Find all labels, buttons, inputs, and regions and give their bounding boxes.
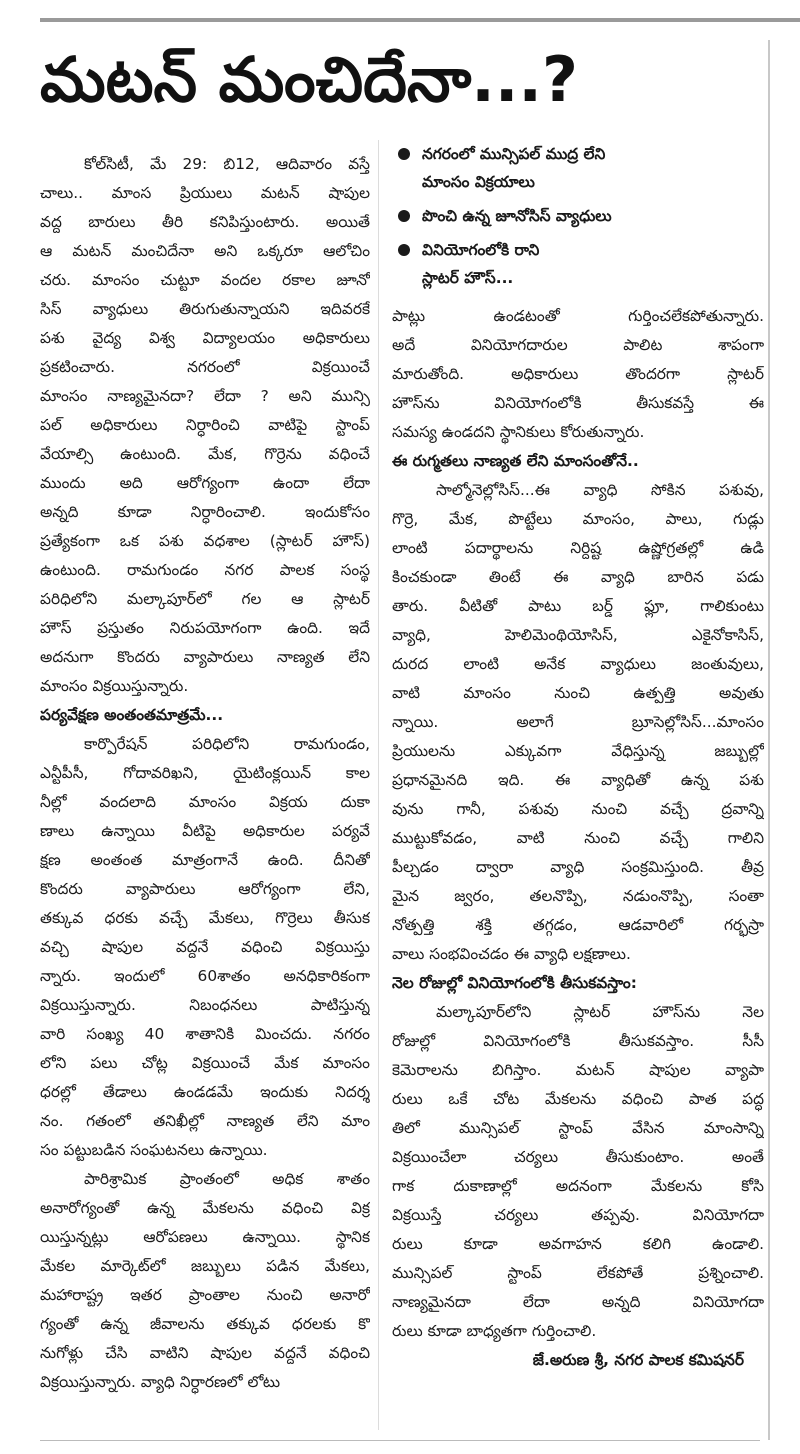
text-line: పీల్చడం ద్వారా వ్యాధి సంక్రమిస్తుంది. తీవ్ర — [392, 858, 764, 876]
highlight-text — [422, 202, 612, 230]
text-line: మున్సిపల్ స్టాంప్ లేకపోతే ప్రశ్నించాలి. — [392, 1264, 764, 1282]
text-line: ఎన్టీపీసీ, గోదావరిఖని, యైటింక్లయిన్ కాల — [40, 764, 370, 782]
text-line: ప్రధానమైనది ఇది. ఈ వ్యాధితో ఉన్న పశు — [392, 771, 764, 789]
article-headline: మటన్ మంచిదేనా...? — [40, 43, 578, 116]
text-line: వారి సంఖ్య 40 శాతానికి మించదు. నగరం — [40, 1025, 370, 1043]
highlight-text — [422, 236, 539, 292]
text-line: గొర్రె, మేక, పొట్టేలు మాంసం, పాలు, గుడ్లు — [392, 510, 764, 528]
text-line: కించకుండా తింటే ఈ వ్యాధి బారిన పడు — [392, 568, 764, 586]
highlight-line: వినియోగంలోకి రాని — [422, 241, 540, 259]
highlight-text — [422, 140, 605, 196]
text-line: వాలు సంభవించడం ఈ వ్యాధి లక్షణాలు. — [392, 945, 631, 963]
text-line: విక్రయించేలా చర్యలు తీసుకుంటాం. అంతే — [392, 1148, 764, 1166]
text-line: గాక దుకాణాల్లో అదనంగా మేకలను కోసి — [392, 1177, 764, 1195]
bullet-icon — [398, 148, 410, 160]
text-line: నాణ్యమైనదా లేదా అన్నది వినియోగదా — [392, 1293, 764, 1311]
text-line: వద్ద బారులు తీరి కనిపిస్తుంటారు. అయితే — [40, 213, 370, 231]
text-line: హౌస్‌ను వినియోగంలోకి తీసుకవస్తే ఈ — [392, 394, 764, 412]
text-line: ణాలు ఉన్నాయి వీటిపై అధికారుల పర్యవే — [40, 822, 370, 840]
text-line: కార్పొరేషన్ పరిధిలోని రామగుండం, — [84, 735, 370, 753]
text-line: మల్కాపూర్‌లోని స్లాటర్ హౌస్‌ను నెల — [436, 1003, 764, 1021]
text-line: విక్రయిస్తే చర్యలు తప్పవు. వినియోగదా — [392, 1206, 764, 1224]
text-line: మహారాష్ట్ర ఇతర ప్రాంతాల నుంచి అనారో — [40, 1286, 370, 1304]
bullet-icon — [398, 210, 410, 222]
text-line: నం. గతంలో తనిఖీల్లో నాణ్యత లేని మాం — [40, 1112, 370, 1130]
signature: జే.అరుణ శ్రీ, నగర పాలక కమిషనర్ — [532, 1351, 744, 1369]
subhead-commissioner: నెల రోజుల్లో వినియోగంలోకి తీసుకవస్తాం: — [392, 974, 637, 992]
text-line: చరు. మాంసం చుట్టూ వందల రకాల జూనో — [40, 271, 370, 289]
text-line: ఉంటుంది. రామగుండం నగర పాలక సంస్థ — [40, 561, 370, 579]
highlight-item — [392, 140, 764, 196]
text-line: వును గానీ, పశువు నుంచి వచ్చే ద్రవాన్ని — [392, 800, 764, 818]
text-line: అన్నది కూడా నిర్ధారించాలి. ఇందుకోసం — [40, 503, 370, 521]
highlight-item — [392, 202, 764, 230]
text-line: వేయాల్సి ఉంటుంది. మేక, గొర్రెను వధించే — [40, 445, 370, 463]
text-line: సాల్మోనెల్లోసిస్...ఈ వ్యాధి సోకిన పశువు, — [436, 481, 764, 499]
text-line: నుగోళ్లు చేసి వాటిని షాపుల వద్దనే వధించి — [40, 1344, 370, 1362]
text-line: చాలు.. మాంస ప్రియులు మటన్ షాపుల — [40, 184, 370, 202]
text-line: రోజుల్లో వినియోగంలోకి తీసుకవస్తాం. సీసీ — [392, 1032, 764, 1050]
right-para-3 — [392, 998, 764, 1346]
text-line: రులు కూడా బాధ్యతగా గుర్తించాలి. — [392, 1322, 597, 1340]
text-line: పశు వైద్య విశ్వ విద్యాలయం అధికారులు — [40, 329, 370, 347]
text-line: కోల్‌సిటీ, మే 29: బి12, ఆదివారం వస్తే — [84, 155, 370, 173]
text-line: కొందరు వ్యాపారులు ఆరోగ్యంగా లేని, — [40, 880, 370, 898]
text-line: విక్రయిస్తున్నారు. వ్యాధి నిర్ధారణలో లోటు — [40, 1373, 281, 1391]
text-line: క్షణ అంతంత మాత్రంగానే ఉంది. దీనితో — [40, 851, 370, 869]
text-line: హౌస్ ప్రస్తుతం నిరుపయోగంగా ఉంది. ఇదే — [40, 619, 370, 637]
text-line: తక్కువ ధరకు వచ్చే మేకలు, గొర్రెలు తీసుక — [40, 909, 370, 927]
subhead-supervision: పర్యవేక్షణ అంతంతమాత్రమే... — [40, 706, 224, 724]
highlight-line: స్లాటర్ హౌస్... — [422, 269, 514, 287]
highlights-box — [392, 140, 764, 292]
text-line: సం పట్టుబడిన సంఘటనలు ఉన్నాయి. — [40, 1141, 268, 1159]
text-line: లాంటి పదార్థాలను నిర్దిష్ట ఉష్ణోగ్రతల్లో ఉడి — [392, 539, 764, 557]
text-line: మేకల మార్కెట్‌లో జబ్బులు పడిన మేకలు, — [40, 1257, 370, 1275]
text-line: తిలో మున్సిపల్ స్టాంప్ వేసిన మాంసాన్ని — [392, 1119, 764, 1137]
text-line: సిస్ వ్యాధులు తిరుగుతున్నాయని ఇదివరకే — [40, 300, 370, 318]
text-line: రులు కూడా అవగాహన కలిగి ఉండాలి. — [392, 1235, 764, 1253]
highlight-item — [392, 236, 764, 292]
top-rule — [40, 18, 800, 22]
text-line: అదే వినియోగదారుల పాలిట శాపంగా — [392, 336, 764, 354]
text-line: కెమెరాలను బిగిస్తాం. మటన్ షాపుల వ్యాపా — [392, 1061, 764, 1079]
text-line: న్నాయి. అలాగే బ్రూసెల్లోసిస్...మాంసం — [392, 713, 764, 731]
text-line: మాంసం నాణ్యమైనదా? లేదా ? అని మున్సి — [40, 387, 370, 405]
highlight-line: పొంచి ఉన్న జూనోసిస్ వ్యాధులు — [422, 207, 612, 225]
left-para-3 — [40, 1165, 370, 1397]
text-line: నీల్లో వందలాది మాంసం విక్రయ దుకా — [40, 793, 370, 811]
text-line: వచ్చి షాపుల వద్దనే వధించి విక్రయిస్తు — [40, 938, 370, 956]
text-line: ప్రత్యేకంగా ఒక పశు వధశాల (స్లాటర్ హౌస్) — [40, 532, 370, 550]
text-line: పల్ అధికారులు నిర్ధారించి వాటిపై స్టాంప్ — [40, 416, 370, 434]
left-para-2 — [40, 730, 370, 1165]
text-line: దురద లాంటి అనేక వ్యాధులు జంతువులు, — [392, 655, 764, 673]
highlight-line: మాంసం విక్రయాలు — [422, 173, 535, 191]
text-line: ప్రకటించారు. నగరంలో విక్రయించే — [40, 358, 370, 376]
text-line: గ్యంతో ఉన్న జీవాలను తక్కువ ధరలకు కొ — [40, 1315, 370, 1333]
text-line: వ్యాధి, హెలిమెంథియోసిస్, ఎకైనోకాసిస్, — [392, 626, 764, 644]
bullet-icon — [398, 244, 410, 256]
text-line: న్నారు. ఇందులో 60శాతం అనధికారికంగా — [40, 967, 370, 985]
text-line: ప్రియులను ఎక్కువగా వేధిస్తున్న జబ్బుల్లో — [392, 742, 764, 760]
text-line: పాట్లు ఉండటంతో గుర్తించలేకపోతున్నారు. — [392, 307, 764, 325]
text-line: లోని పలు చోట్ల విక్రయించే మేక మాంసం — [40, 1054, 370, 1072]
text-line: పారిశ్రామిక ప్రాంతంలో అధిక శాతం — [84, 1170, 370, 1188]
text-line: నోత్పత్తి శక్తి తగ్గడం, ఆడవారిలో గర్భస్రా — [392, 916, 764, 934]
text-line: అదనుగా కొందరు వ్యాపారులు నాణ్యత లేని — [40, 648, 370, 666]
text-line: మైన జ్వరం, తలనొప్పి, నడుంనొప్పి, సంతా — [392, 887, 764, 905]
text-line: అనారోగ్యంతో ఉన్న మేకలను వధించి విక్ర — [40, 1199, 370, 1217]
text-line: యిస్తున్నట్లు ఆరోపణలు ఉన్నాయి. స్థానిక — [40, 1228, 370, 1246]
text-line: సమస్య ఉండదని స్థానికులు కోరుతున్నారు. — [392, 423, 645, 441]
text-line: ముందు అది ఆరోగ్యంగా ఉందా లేదా — [40, 474, 370, 492]
column-divider — [378, 140, 379, 1430]
subhead-diseases: ఈ రుగ్మతలు నాణ్యత లేని మాంసంతోనే.. — [392, 452, 639, 470]
text-line: ఆ మటన్ మంచిదేనా అని ఒక్కరూ ఆలోచిం — [40, 242, 370, 260]
left-column — [40, 150, 370, 1397]
highlight-line: నగరంలో మున్సిపల్ ముద్ర లేని — [422, 145, 606, 163]
right-column — [392, 140, 764, 1375]
text-line: వాటి మాంసం నుంచి ఉత్పత్తి అవుతు — [392, 684, 764, 702]
text-line: విక్రయిస్తున్నారు. నిబంధనలు పాటిస్తున్న — [40, 996, 370, 1014]
right-edge-rule — [768, 40, 770, 1440]
left-para-1 — [40, 150, 370, 701]
bottom-rule — [40, 1440, 760, 1441]
text-line: ధరల్లో తేడాలు ఉండడమే ఇందుకు నిదర్శ — [40, 1083, 370, 1101]
text-line: రులు ఒకే చోట మేకలను వధించి పాత పద్ధ — [392, 1090, 764, 1108]
right-para-2 — [392, 476, 764, 969]
text-line: మాంసం విక్రయిస్తున్నారు. — [40, 677, 189, 695]
right-para-1 — [392, 302, 764, 447]
text-line: మారుతోంది. అధికారులు తొందరగా స్లాటర్ — [392, 365, 764, 383]
text-line: పరిధిలోని మల్కాపూర్‌లో గల ఆ స్లాటర్ — [40, 590, 370, 608]
text-line: తారు. వీటితో పాటు బర్డ్ ఫ్లూ, గాలికుంటు — [392, 597, 764, 615]
text-line: ముట్టుకోవడం, వాటి నుంచి వచ్చే గాలిని — [392, 829, 764, 847]
